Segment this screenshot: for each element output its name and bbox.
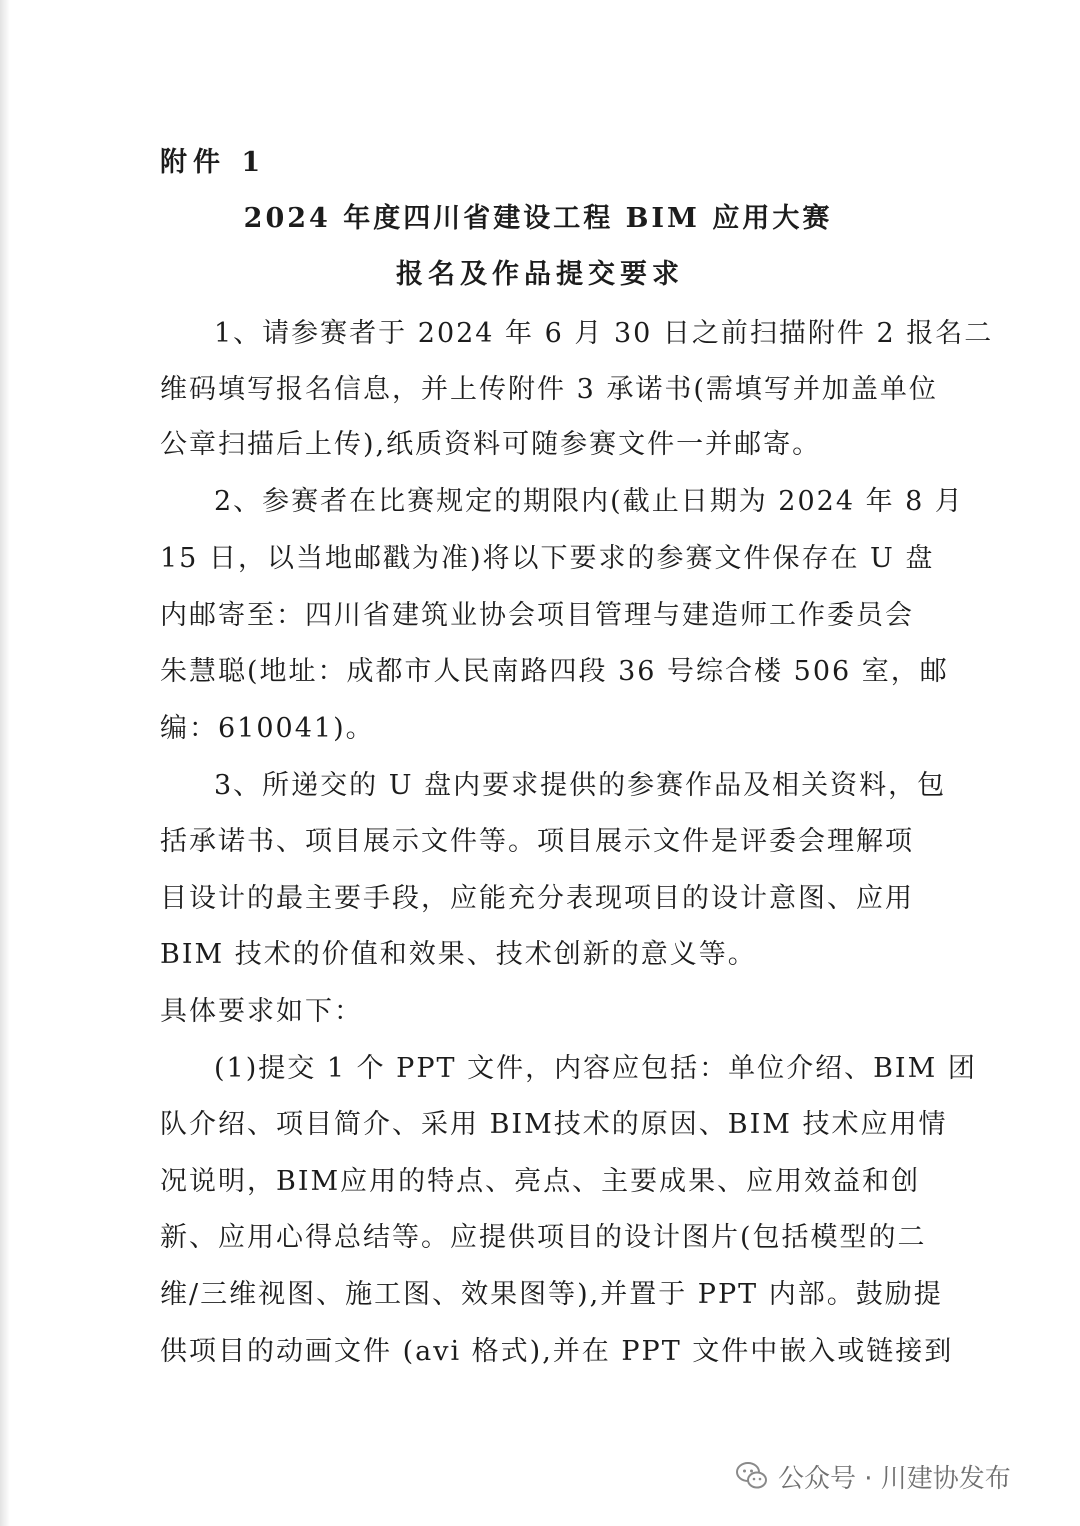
paragraph-line: BIM 技术的价值和效果、技术创新的意义等。 — [160, 939, 757, 970]
paragraph-line: 维码填写报名信息，并上传附件 3 承诺书(需填写并加盖单位 — [160, 374, 938, 405]
paragraph-line: 朱慧聪(地址：成都市人民南路四段 36 号综合楼 506 室，邮 — [160, 656, 949, 687]
paragraph-line: 1、请参赛者于 2024 年 6 月 30 日之前扫描附件 2 报名二 — [214, 318, 994, 349]
paragraph-line: 3、所递交的 U 盘内要求提供的参赛作品及相关资料，包 — [214, 770, 947, 801]
document-title: 2024 年度四川省建设工程 BIM 应用大赛 — [243, 203, 833, 234]
paragraph-line: 况说明，BIM应用的特点、亮点、主要成果、应用效益和创 — [160, 1166, 921, 1197]
paragraph-line: 具体要求如下： — [160, 996, 363, 1027]
wechat-icon — [736, 1461, 768, 1491]
paragraph-line: 队介绍、项目简介、采用 BIM技术的原因、BIM 技术应用情 — [160, 1109, 948, 1140]
watermark-text: 公众号 · 川建协发布 — [778, 1463, 1011, 1494]
paragraph-line: 2、参赛者在比赛规定的期限内(截止日期为 2024 年 8 月 — [214, 486, 964, 517]
paragraph-line: 维/三维视图、施工图、效果图等),并置于 PPT 内部。鼓励提 — [160, 1279, 943, 1310]
paragraph-line: 供项目的动画文件 (avi 格式),并在 PPT 文件中嵌入或链接到 — [160, 1336, 954, 1367]
paragraph-line: 内邮寄至：四川省建筑业协会项目管理与建造师工作委员会 — [160, 600, 914, 631]
paragraph-line: 编：610041)。 — [160, 713, 375, 744]
paragraph-line: 新、应用心得总结等。应提供项目的设计图片(包括模型的二 — [160, 1222, 927, 1253]
paragraph-line: (1)提交 1 个 PPT 文件，内容应包括：单位介绍、BIM 团 — [214, 1053, 977, 1084]
paragraph-line: 15 日，以当地邮戳为准)将以下要求的参赛文件保存在 U 盘 — [160, 543, 935, 574]
paragraph-line: 括承诺书、项目展示文件等。项目展示文件是评委会理解项 — [160, 826, 914, 857]
paragraph-line: 公章扫描后上传),纸质资料可随参赛文件一并邮寄。 — [160, 429, 822, 460]
paragraph-line: 目设计的最主要手段，应能充分表现项目的设计意图、应用 — [160, 883, 914, 914]
document-subtitle: 报名及作品提交要求 — [396, 259, 684, 290]
attachment-label: 附件 1 — [160, 147, 267, 178]
wechat-watermark — [736, 1456, 1011, 1496]
